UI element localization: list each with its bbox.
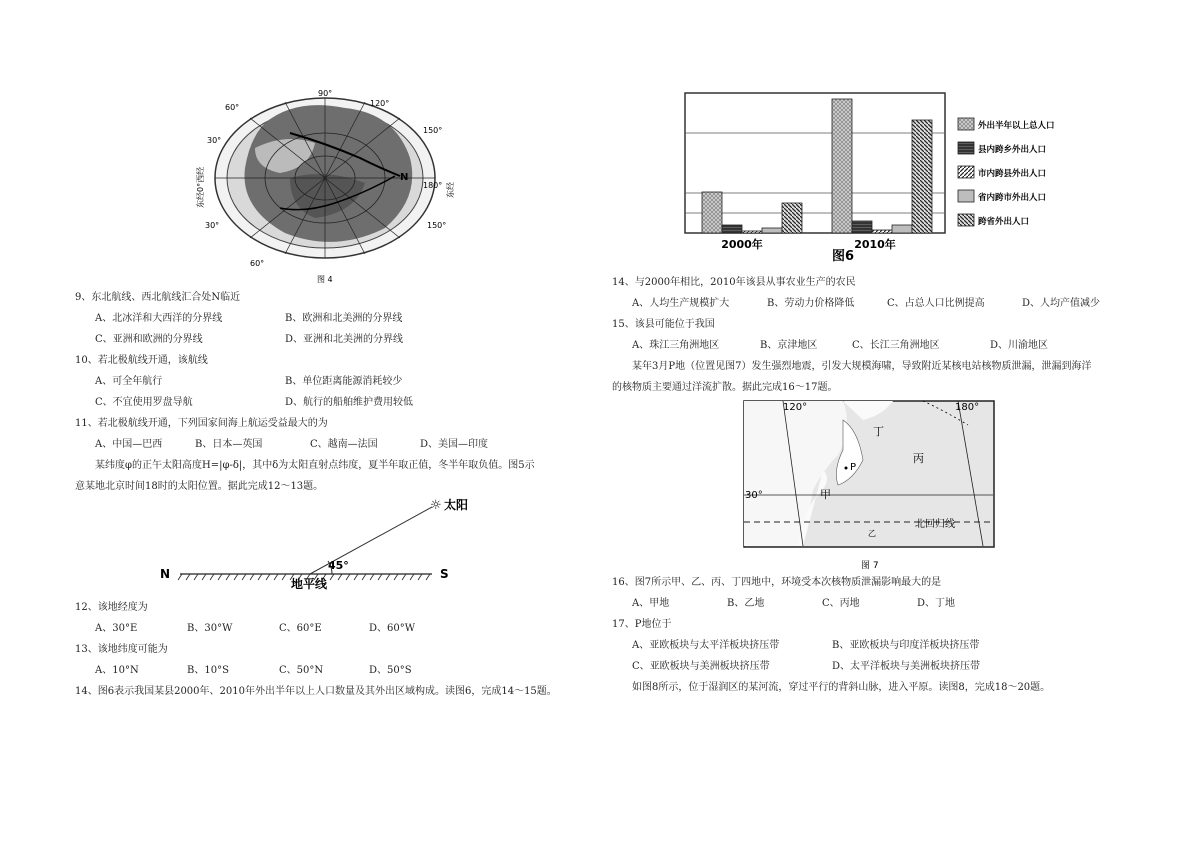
figure-7-caption: 图 7 <box>861 561 879 571</box>
label-ding: 丁 <box>873 425 884 438</box>
option-text: D、川渝地区 <box>990 340 1049 351</box>
option-text: A、甲地 <box>632 598 670 609</box>
legend-label-2: 市内跨县外出人口 <box>978 169 1047 179</box>
figure-6-bar-chart <box>680 88 1080 268</box>
option-text: A、亚欧板块与太平洋板块挤压带 <box>632 640 780 651</box>
lon-label-150: 150° <box>423 126 443 135</box>
legend-label-0: 外出半年以上总人口 <box>978 121 1055 131</box>
sun-symbol: ☼ <box>430 498 442 513</box>
option-text: D、60°W <box>369 623 416 634</box>
question-text: 10、若北极航线开通，该航线 <box>75 355 208 366</box>
options-row <box>612 335 1172 356</box>
tropic-label: 北回归线 <box>915 519 955 530</box>
option-text: D、亚洲和北美洲的分界线 <box>285 334 404 345</box>
figure-5-sun-angle <box>160 495 480 590</box>
option-text: C、丙地 <box>822 598 860 609</box>
lon-label-60-bottom: 60° <box>250 259 265 268</box>
option-text: D、人均产值减少 <box>1022 298 1101 309</box>
angle-label: 45° <box>328 559 349 572</box>
option-text: D、航行的船舶维护费用较低 <box>285 397 414 408</box>
point-n-label: N <box>400 172 409 183</box>
bar-chart-svg <box>680 88 1080 268</box>
bar-0-3 <box>762 228 782 233</box>
option-text: A、人均生产规模扩大 <box>632 298 730 309</box>
option-text: A、珠江三角洲地区 <box>632 340 720 351</box>
option-text: C、长江三角洲地区 <box>852 340 940 351</box>
bar-0-1 <box>722 225 742 233</box>
right-column-text-top <box>612 272 1172 398</box>
bar-1-3 <box>892 225 912 233</box>
horizon-label: 地平线 <box>291 577 328 590</box>
option-text: D、丁地 <box>917 598 956 609</box>
left-column-text-top <box>75 287 605 497</box>
question-text: 17、P地位于 <box>612 619 672 630</box>
plot-frame <box>685 93 945 233</box>
option-text: C、亚洲和欧洲的分界线 <box>95 334 203 345</box>
polar-map-svg <box>195 88 465 288</box>
figure-6-caption: 图6 <box>832 249 855 264</box>
pacific-map-svg <box>743 400 998 575</box>
options-row <box>75 660 635 681</box>
legend-swatch-0 <box>958 118 974 130</box>
lon-label-150-bottom: 150° <box>427 221 447 230</box>
options-row <box>75 434 605 455</box>
option-text: C、占总人口比例提高 <box>887 298 985 309</box>
label-bing: 丙 <box>913 452 924 465</box>
figure-4-caption: 图 4 <box>317 275 333 284</box>
bar-0-2 <box>742 231 762 233</box>
option-text: D、太平洋板块与美洲板块挤压带 <box>832 661 981 672</box>
bar-0-0 <box>702 192 722 233</box>
sun-label: 太阳 <box>444 498 469 512</box>
lon-label-60-top: 60° <box>225 103 240 112</box>
x-label-2000: 2000年 <box>721 238 763 251</box>
option-text: C、不宜使用罗盘导航 <box>95 397 193 408</box>
legend-label-1: 县内跨乡外出人口 <box>978 145 1047 155</box>
legend-swatch-3 <box>958 190 974 202</box>
option-text: B、亚欧板块与印度洋板块挤压带 <box>832 640 980 651</box>
options-row <box>75 371 605 392</box>
legend-swatch-1 <box>958 142 974 154</box>
question-text: 16、图7所示甲、乙、丙、丁四地中，环境受本次核物质泄漏影响最大的是 <box>612 577 942 588</box>
figure-4-polar-map <box>195 88 465 288</box>
x-label-2010: 2010年 <box>854 238 896 251</box>
lon-label-180: 180° <box>423 181 443 190</box>
option-text: D、50°S <box>369 665 412 676</box>
n-label: N <box>160 567 171 581</box>
right-column-text-bottom <box>612 572 1172 698</box>
label-yi: 乙 <box>868 529 876 538</box>
left-side-label: 东经0°西经 <box>196 166 205 208</box>
lon-label-30-bottom: 30° <box>205 221 220 230</box>
option-text: B、10°S <box>187 665 229 676</box>
option-text: B、30°W <box>187 623 233 634</box>
label-jia: 甲 <box>820 488 831 501</box>
lat-30-label: 30° <box>745 490 763 501</box>
options-row <box>75 308 605 329</box>
options-row <box>612 635 1172 656</box>
question-text: 13、该地纬度可能为 <box>75 644 168 655</box>
lon-label-120: 120° <box>370 99 390 108</box>
bar-1-0 <box>832 99 852 233</box>
option-text: B、欧洲和北美洲的分界线 <box>285 313 403 324</box>
option-text: A、30°E <box>95 623 138 634</box>
options-row <box>75 392 605 413</box>
bar-1-2 <box>872 230 892 233</box>
passage-text: 某年3月P地（位置见图7）发生强烈地震，引发大规模海啸，导致附近某核电站核物质泄漏，泄漏到海洋 <box>632 361 1092 372</box>
legend-swatch-4 <box>958 214 974 226</box>
option-text: A、可全年航行 <box>95 376 163 387</box>
lon-label-30-top: 30° <box>207 136 222 145</box>
bar-1-1 <box>852 221 872 233</box>
options-row <box>612 656 1172 677</box>
options-row <box>612 293 1172 314</box>
option-text: C、50°N <box>279 665 324 676</box>
question-text: 15、该县可能位于我国 <box>612 319 715 330</box>
passage-text: 某纬度φ的正午太阳高度H=|φ-δ|，其中δ为太阳直射点纬度，夏半年取正值，冬半年取负值。图5示 <box>95 460 535 471</box>
option-text: B、劳动力价格降低 <box>767 298 855 309</box>
options-row <box>612 593 1172 614</box>
question-text: 14、图6表示我国某县2000年、2010年外出半年以上人口数量及其外出区域构成。读图6，完成14～15题。 <box>75 686 557 697</box>
question-text: 意某地北京时间18时的太阳位置。据此完成12～13题。 <box>75 481 324 492</box>
s-label: S <box>440 567 449 581</box>
option-text: A、中国—巴西 <box>95 439 163 450</box>
question-text: 12、该地经度为 <box>75 602 148 613</box>
option-text: D、美国—印度 <box>420 439 489 450</box>
question-text: 的核物质主要通过洋流扩散。据此完成16～17题。 <box>612 382 838 393</box>
question-text: 11、若北极航线开通，下列国家间海上航运受益最大的为 <box>75 418 328 429</box>
legend-label-4: 跨省外出人口 <box>978 217 1030 227</box>
figure-7-pacific-map <box>743 400 998 575</box>
option-text: B、单位距离能源消耗较少 <box>285 376 403 387</box>
options-row <box>75 618 635 639</box>
option-text: A、北冰洋和大西洋的分界线 <box>95 313 223 324</box>
left-column-text-bottom <box>75 597 635 702</box>
lon-label-90: 90° <box>318 89 333 98</box>
option-text: B、日本—英国 <box>195 439 263 450</box>
label-p: P <box>850 462 857 473</box>
legend-label-3: 省内跨市外出人口 <box>978 193 1047 203</box>
bar-1-4 <box>912 120 932 233</box>
option-text: B、乙地 <box>727 598 765 609</box>
question-text: 14、与2000年相比，2010年该县从事农业生产的农民 <box>612 277 856 288</box>
option-text: C、亚欧板块与美洲板块挤压带 <box>632 661 770 672</box>
lon-180-label: 180° <box>955 402 980 413</box>
option-text: C、越南—法国 <box>310 439 378 450</box>
right-side-label: 东经 <box>446 182 455 198</box>
sun-angle-svg <box>160 495 480 590</box>
legend-swatch-2 <box>958 166 974 178</box>
bar-0-4 <box>782 203 802 233</box>
option-text: B、京津地区 <box>760 340 818 351</box>
lon-120-label: 120° <box>783 402 808 413</box>
options-row <box>75 329 605 350</box>
question-text: 9、东北航线、西北航线汇合处N临近 <box>75 292 241 303</box>
option-text: C、60°E <box>279 623 322 634</box>
passage-text: 如图8所示，位于湿润区的某河流，穿过平行的背斜山脉，进入平原。读图8，完成18～20题。 <box>632 682 1051 693</box>
option-text: A、10°N <box>95 665 139 676</box>
